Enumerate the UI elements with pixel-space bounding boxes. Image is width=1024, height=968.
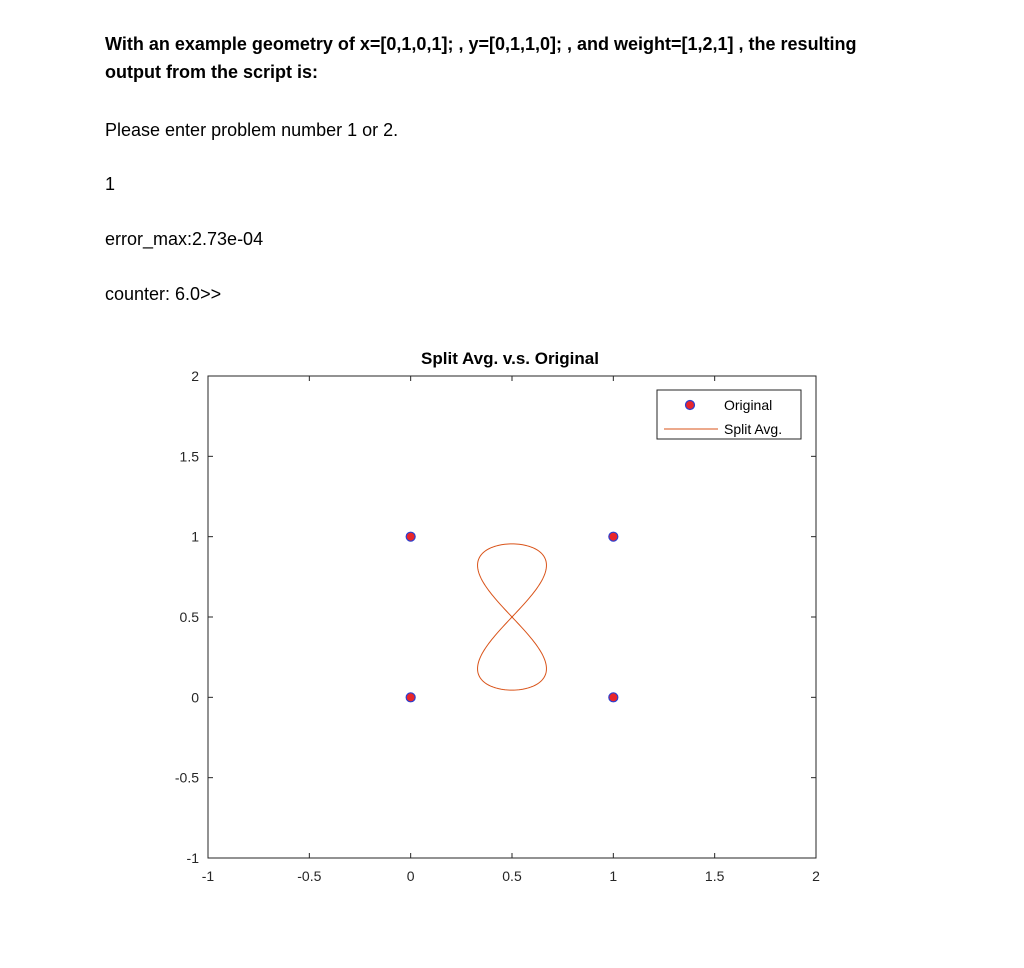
prompt-text: Please enter problem number 1 or 2.	[105, 120, 399, 140]
x-tick-label: -1	[201, 868, 215, 884]
x-tick-label: 1	[609, 868, 618, 884]
answer-text: 1	[105, 174, 116, 194]
y-tick-label: 1	[191, 528, 199, 545]
y-tick-label: 0.5	[179, 609, 199, 625]
y-tick-label: 0	[191, 689, 199, 706]
y-tick-label: -0.5	[174, 769, 199, 786]
counter-text: counter: 6.0>>	[105, 284, 222, 304]
original-point	[406, 532, 415, 541]
original-point	[406, 693, 415, 702]
x-tick-label: 0	[406, 868, 415, 884]
x-tick-label: 1.5	[704, 868, 725, 884]
chart-title: Split Avg. v.s. Original	[421, 349, 599, 368]
y-tick-label: 2	[191, 368, 199, 384]
error-max-text: error_max:2.73e-04	[105, 229, 264, 249]
description-heading	[105, 30, 1005, 86]
legend-original-marker	[686, 401, 695, 410]
x-tick-label: 2	[812, 868, 820, 884]
legend-original-label: Original	[724, 397, 773, 413]
x-tick-label: 0.5	[502, 868, 522, 884]
y-tick-label: -1	[186, 850, 199, 866]
legend	[657, 390, 801, 439]
heading-line-2: output from the script is:	[105, 62, 318, 82]
heading-line-1: With an example geometry of x=[0,1,0,1]; , y=[0,1,1,0]; , and weight=[1,2,1] , the resulting	[105, 34, 857, 54]
legend-splitavg-label: Split Avg.	[724, 421, 783, 437]
original-point	[609, 693, 618, 702]
original-point	[609, 532, 618, 541]
y-tick-label: 1.5	[179, 448, 199, 465]
split-avg-chart	[0, 330, 1024, 910]
x-tick-label: -0.5	[297, 868, 322, 884]
document-text	[105, 30, 1005, 86]
